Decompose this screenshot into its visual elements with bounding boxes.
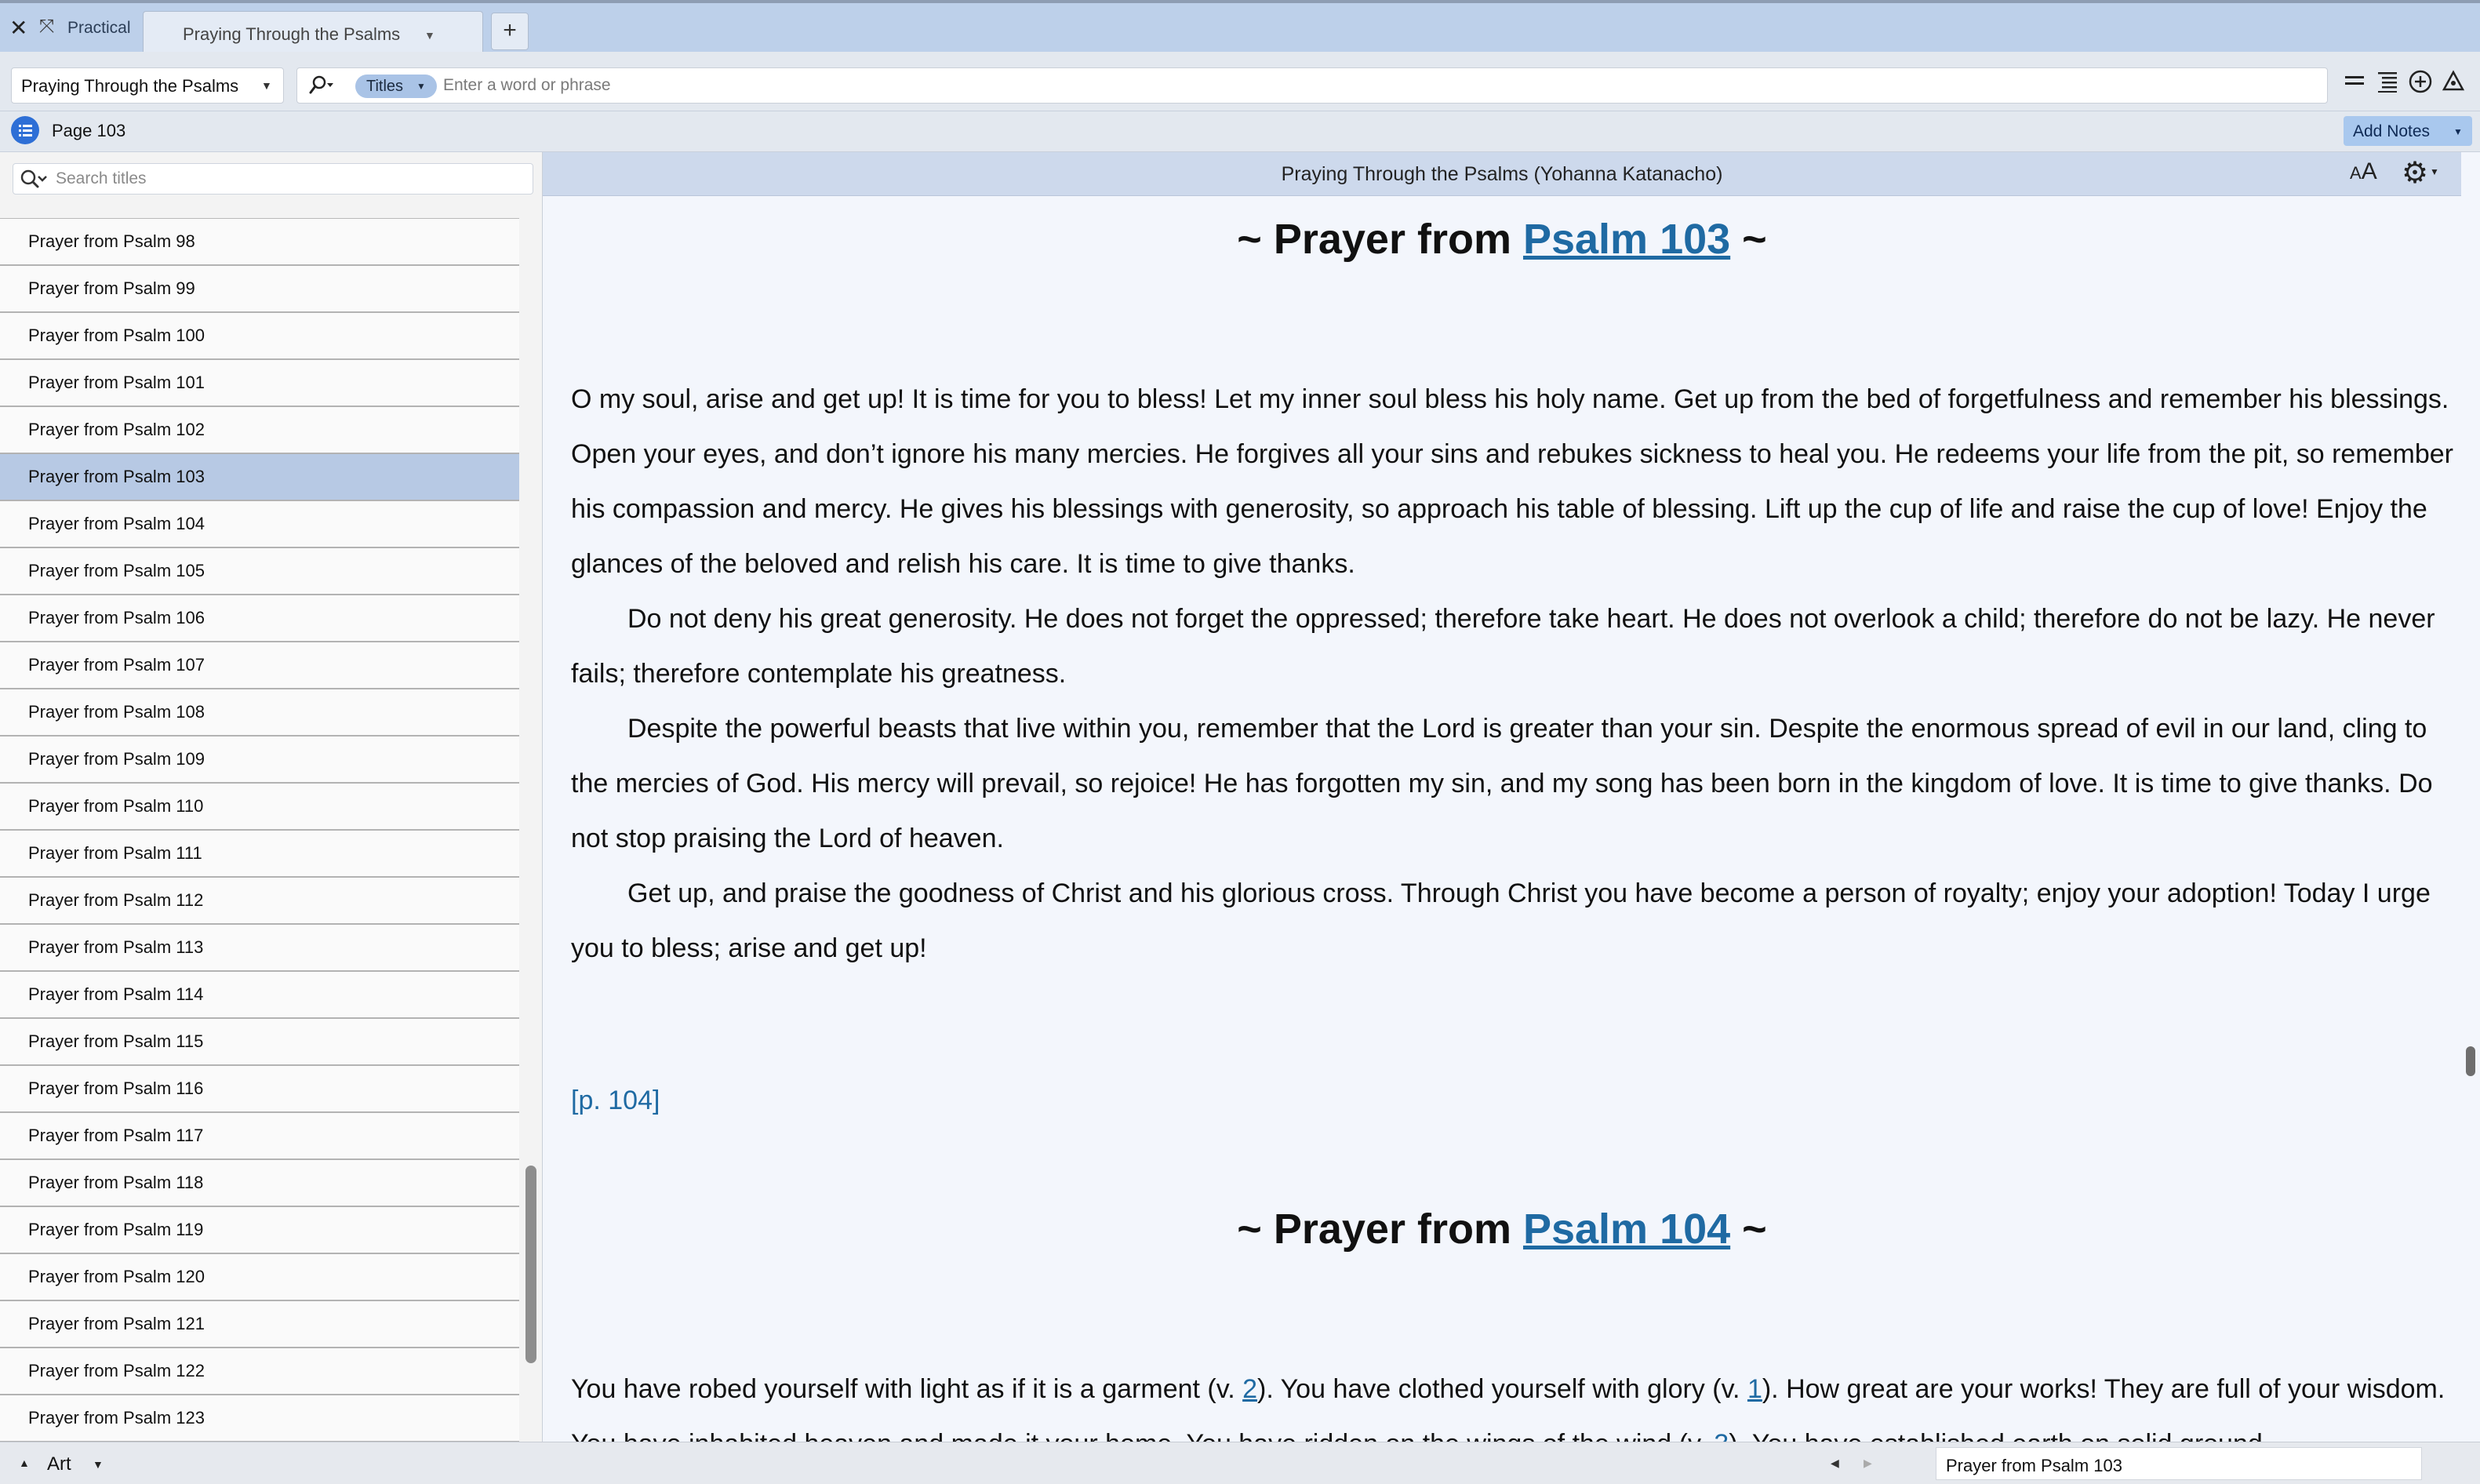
paragraph: O my soul, arise and get up! It is time for you to bless! Let my inner soul bless his holy name. Get up from the bed of forgetfulness and remember his blessings. Open your eyes, and don’t ignore his many mercies. He forgives all your sins and rebukes sickness to heal you. He redeems your life from the pit, so remember his compassion and mercy. He gives his blessings with generosity, so approach his table of blessing. Lift up the cup of life and raise the cup of love! Enjoy the glances of the beloved and relish his care. It is time to give thanks. [571, 384, 2454, 579]
search-type-dropdown[interactable] [355, 75, 437, 98]
tab-group-label[interactable]: Practical [67, 19, 131, 37]
title-list-item[interactable]: Prayer from Psalm 119 [0, 1207, 519, 1254]
resource-select[interactable] [11, 67, 284, 104]
heading-suffix: ~ [1730, 1206, 1767, 1253]
title-list-item[interactable]: Prayer from Psalm 98 [0, 219, 519, 266]
title-list-item[interactable]: Prayer from Psalm 109 [0, 737, 519, 784]
text-lines-icon[interactable] [2372, 69, 2403, 100]
title-list-item[interactable]: Prayer from Psalm 120 [0, 1254, 519, 1301]
psalm-103-link[interactable]: Psalm 103 [1522, 216, 1731, 263]
chevron-down-icon[interactable]: ▼ [424, 29, 435, 42]
title-search-input[interactable] [54, 167, 525, 191]
section-heading [543, 215, 2461, 264]
search-type-label: Titles [366, 78, 404, 95]
location-field[interactable] [1936, 1447, 2422, 1480]
scrollbar-track [2461, 152, 2480, 1442]
back-arrow-icon[interactable]: ◀ [1831, 1457, 1839, 1469]
reading-pane [543, 152, 2480, 1442]
add-tab-button[interactable] [491, 13, 529, 50]
title-list-item[interactable]: Prayer from Psalm 112 [0, 878, 519, 925]
add-circle-icon[interactable] [2405, 69, 2436, 100]
title-list-item[interactable]: Prayer from Psalm 107 [0, 642, 519, 689]
text-run: ). You have clothed yourself with glory (v. [1257, 1374, 1747, 1404]
page-reference-link[interactable]: [p. 104] [571, 1086, 660, 1115]
chevron-up-icon[interactable]: ▲ [19, 1457, 30, 1469]
sync-icon[interactable] [2438, 69, 2469, 100]
parallel-lines-icon[interactable] [2339, 69, 2370, 100]
plus-icon: + [503, 17, 517, 43]
title-list-item[interactable]: Prayer from Psalm 111 [0, 831, 519, 878]
title-list-item[interactable]: Prayer from Psalm 123 [0, 1395, 519, 1442]
gear-icon[interactable]: ⚙ [2402, 157, 2429, 190]
title-list-item[interactable]: Prayer from Psalm 105 [0, 548, 519, 595]
status-bar [0, 1442, 2480, 1484]
search-icon[interactable] [18, 167, 49, 192]
title-list-item[interactable]: Prayer from Psalm 100 [0, 313, 519, 360]
forward-arrow-icon[interactable]: ▶ [1864, 1457, 1872, 1469]
section-heading [543, 1205, 2461, 1253]
title-search-box [13, 163, 533, 195]
resource-select-label: Praying Through the Psalms [21, 76, 239, 96]
paragraph: Get up, and praise the goodness of Christ and his glorious cross. Through Christ you have become a person of royalty; enjoy your adoption! Today I urge you to bless; arise and get up! [571, 878, 2431, 963]
add-notes-label: Add Notes [2353, 122, 2431, 140]
heading-suffix: ~ [1730, 216, 1767, 263]
toolbar [0, 52, 2480, 111]
paragraph: Do not deny his great generosity. He does not forget the oppressed; therefore take heart. He does not overlook a child; therefore do not be lazy. He never fails; therefore contemplate his greatness. [571, 604, 2435, 689]
reading-pane-header [543, 152, 2461, 196]
title-list-item[interactable]: Prayer from Psalm 115 [0, 1019, 519, 1066]
book-title: Praying Through the Psalms (Yohanna Katanacho) [1281, 163, 1723, 185]
heading-prefix: ~ Prayer from [1237, 1206, 1523, 1253]
title-list-item[interactable]: Prayer from Psalm 101 [0, 360, 519, 407]
title-list-item[interactable]: Prayer from Psalm 99 [0, 266, 519, 313]
title-list-item[interactable]: Prayer from Psalm 122 [0, 1348, 519, 1395]
chevron-down-icon[interactable]: ▼ [93, 1458, 104, 1471]
title-list-item[interactable]: Prayer from Psalm 110 [0, 784, 519, 831]
title-list-item[interactable]: Prayer from Psalm 104 [0, 501, 519, 548]
paragraph: Despite the powerful beasts that live within you, remember that the Lord is greater than your sin. Despite the enormous spread of evil in our land, cling to the mercies of God. His mercy will prevail, so rejoice! He has forgotten my sin, and my song has been born in the kingdom of love. It is time to give thanks. Do not stop praising the Lord of heaven. [571, 714, 2433, 853]
tab-bar [0, 0, 2480, 52]
verse-link[interactable]: 1 [1747, 1374, 1762, 1404]
close-icon[interactable]: ✕ [9, 16, 28, 40]
page-bar [0, 111, 2480, 152]
verse-link[interactable]: 2 [1242, 1374, 1258, 1404]
chevron-down-icon: ▼ [261, 79, 272, 92]
title-list-item[interactable]: Prayer from Psalm 113 [0, 925, 519, 972]
text-run: You have robed yourself with light as if it is a garment (v. [571, 1374, 1243, 1404]
add-notes-button[interactable] [2344, 116, 2472, 146]
scrollbar[interactable] [525, 1166, 536, 1363]
tab-label: Praying Through the Psalms [183, 24, 401, 44]
search-bar [296, 67, 2328, 104]
heading-prefix: ~ Prayer from [1237, 216, 1523, 263]
text-run: ). How great are your works! They are full of your wisdom. [1762, 1374, 2445, 1404]
title-list-item[interactable]: Prayer from Psalm 108 [0, 689, 519, 737]
expand-icon[interactable]: ⤧ [39, 16, 55, 37]
table-of-contents-icon[interactable] [11, 116, 39, 144]
title-list-item[interactable]: Prayer from Psalm 116 [0, 1066, 519, 1113]
title-list [0, 218, 519, 1442]
layout-name[interactable]: Art [47, 1453, 71, 1475]
title-list-item[interactable]: Prayer from Psalm 114 [0, 972, 519, 1019]
title-list-item[interactable]: Prayer from Psalm 121 [0, 1301, 519, 1348]
title-list-item[interactable]: Prayer from Psalm 117 [0, 1113, 519, 1160]
psalm-104-link[interactable]: Psalm 104 [1522, 1206, 1731, 1253]
chevron-down-icon: ▼ [2453, 126, 2463, 137]
title-list-item[interactable]: Prayer from Psalm 106 [0, 595, 519, 642]
chevron-down-icon: ▼ [416, 81, 426, 92]
search-icon[interactable] [308, 73, 336, 98]
font-size-icon[interactable]: AA [2350, 158, 2377, 184]
title-list-item[interactable]: Prayer from Psalm 118 [0, 1160, 519, 1207]
location-label: Prayer from Psalm 103 [1946, 1456, 2122, 1475]
chevron-down-icon[interactable]: ▼ [2430, 166, 2439, 177]
page-number: Page 103 [52, 121, 126, 140]
search-input[interactable] [442, 71, 2308, 100]
titles-panel [0, 152, 543, 1442]
scrollbar[interactable] [2466, 1046, 2475, 1076]
tab-praying-through-the-psalms[interactable] [143, 11, 483, 55]
title-list-item[interactable]: Prayer from Psalm 103 [0, 454, 519, 501]
title-list-item[interactable]: Prayer from Psalm 102 [0, 407, 519, 454]
